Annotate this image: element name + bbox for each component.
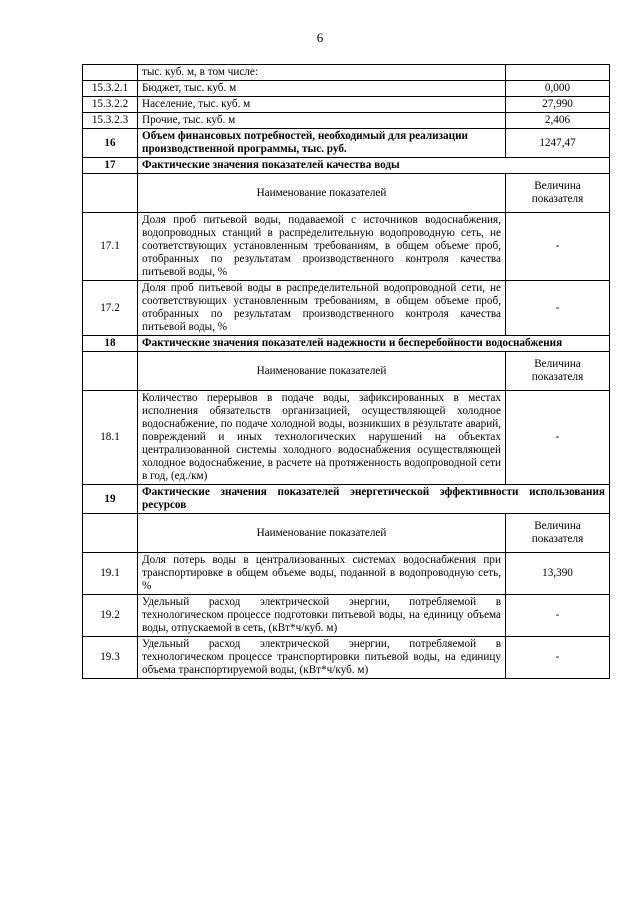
column-header-value: Величина показателя (506, 174, 610, 213)
row-value: - (506, 637, 610, 679)
section-number: 18 (83, 336, 138, 352)
row-value: - (506, 391, 610, 485)
section-number: 16 (83, 129, 138, 158)
row-value: 13,390 (506, 553, 610, 595)
table-header-row (83, 514, 610, 553)
table-header-row (83, 174, 610, 213)
row-value: - (506, 213, 610, 281)
row-number: 17.1 (83, 213, 138, 281)
table-row (83, 637, 610, 679)
column-header-name: Наименование показателей (138, 174, 506, 213)
row-text: Количество перерывов в подаче воды, зафиксированных в местах исполнения обязательств организацией, осуществляющей холодное водоснабжение, по подаче холодной воды, возникших в результате аварий, повреждений и иных технологических нарушений на объектах централизованной системы холодного водоснабжения осуществляющей холодное водоснабжение, в расчете на протяженность водопроводной сети в год, (ед./км) (138, 391, 506, 485)
row-text: Доля проб питьевой воды в распределительной водопроводной сети, не соответствующих установленным требованиям, в общем объеме проб, отобранных по результатам производственного контроля качества питьевой воды, % (138, 281, 506, 336)
row-number: 18.1 (83, 391, 138, 485)
column-header-value: Величина показателя (506, 514, 610, 553)
table-row (83, 485, 610, 514)
row-text: Доля проб питьевой воды, подаваемой с источников водоснабжения, водопроводных станций в распределительную водопроводную сеть, не соответствующих установленным требованиям, в общем объеме проб, отобранных по результатам производственного контроля качества питьевой воды, % (138, 213, 506, 281)
row-value: 1247,47 (506, 129, 610, 158)
section-title: Объем финансовых потребностей, необходимый для реализации производственной программы, тыс. руб. (138, 129, 506, 158)
row-text: Доля потерь воды в централизованных системах водоснабжения при транспортировке в общем объеме воды, поданной в водопроводную сеть, % (138, 553, 506, 595)
table-row (83, 65, 610, 81)
row-text: Бюджет, тыс. куб. м (138, 81, 506, 97)
row-text: Прочие, тыс. куб. м (138, 113, 506, 129)
column-header-value: Величина показателя (506, 352, 610, 391)
row-number: 15.3.2.2 (83, 97, 138, 113)
row-value: 0,000 (506, 81, 610, 97)
row-value: - (506, 595, 610, 637)
table-row (83, 158, 610, 174)
indicators-table (82, 64, 610, 679)
table-row (83, 281, 610, 336)
table-row (83, 595, 610, 637)
row-number: 19.3 (83, 637, 138, 679)
row-number: 15.3.2.3 (83, 113, 138, 129)
row-text: Удельный расход электрической энергии, потребляемой в технологическом процессе транспортировки питьевой воды, на единицу объема транспортируемой воды, (кВт*ч/куб. м) (138, 637, 506, 679)
row-value: 27,990 (506, 97, 610, 113)
row-number: 19.1 (83, 553, 138, 595)
section-number: 19 (83, 485, 138, 514)
section-title: Фактические значения показателей качества воды (138, 158, 610, 174)
table-row (83, 113, 610, 129)
table-header-row (83, 352, 610, 391)
row-text: тыс. куб. м, в том числе: (138, 65, 506, 81)
table-row (83, 391, 610, 485)
column-header-name: Наименование показателей (138, 514, 506, 553)
table-row (83, 553, 610, 595)
row-number: 17.2 (83, 281, 138, 336)
table-row (83, 213, 610, 281)
table-row (83, 81, 610, 97)
table-row (83, 97, 610, 113)
section-title: Фактические значения показателей энергетической эффективности использования ресурсов (138, 485, 610, 514)
section-number: 17 (83, 158, 138, 174)
row-number: 15.3.2.1 (83, 81, 138, 97)
row-value: 2,406 (506, 113, 610, 129)
row-text: Удельный расход электрической энергии, потребляемой в технологическом процессе подготовки питьевой воды, на единицу объема воды, отпускаемой в сеть, (кВт*ч/куб. м) (138, 595, 506, 637)
table-row (83, 336, 610, 352)
column-header-name: Наименование показателей (138, 352, 506, 391)
section-title: Фактические значения показателей надежности и бесперебойности водоснабжения (138, 336, 610, 352)
row-value: - (506, 281, 610, 336)
row-number: 19.2 (83, 595, 138, 637)
row-text: Население, тыс. куб. м (138, 97, 506, 113)
page-number: 6 (316, 30, 324, 45)
table-row (83, 129, 610, 158)
